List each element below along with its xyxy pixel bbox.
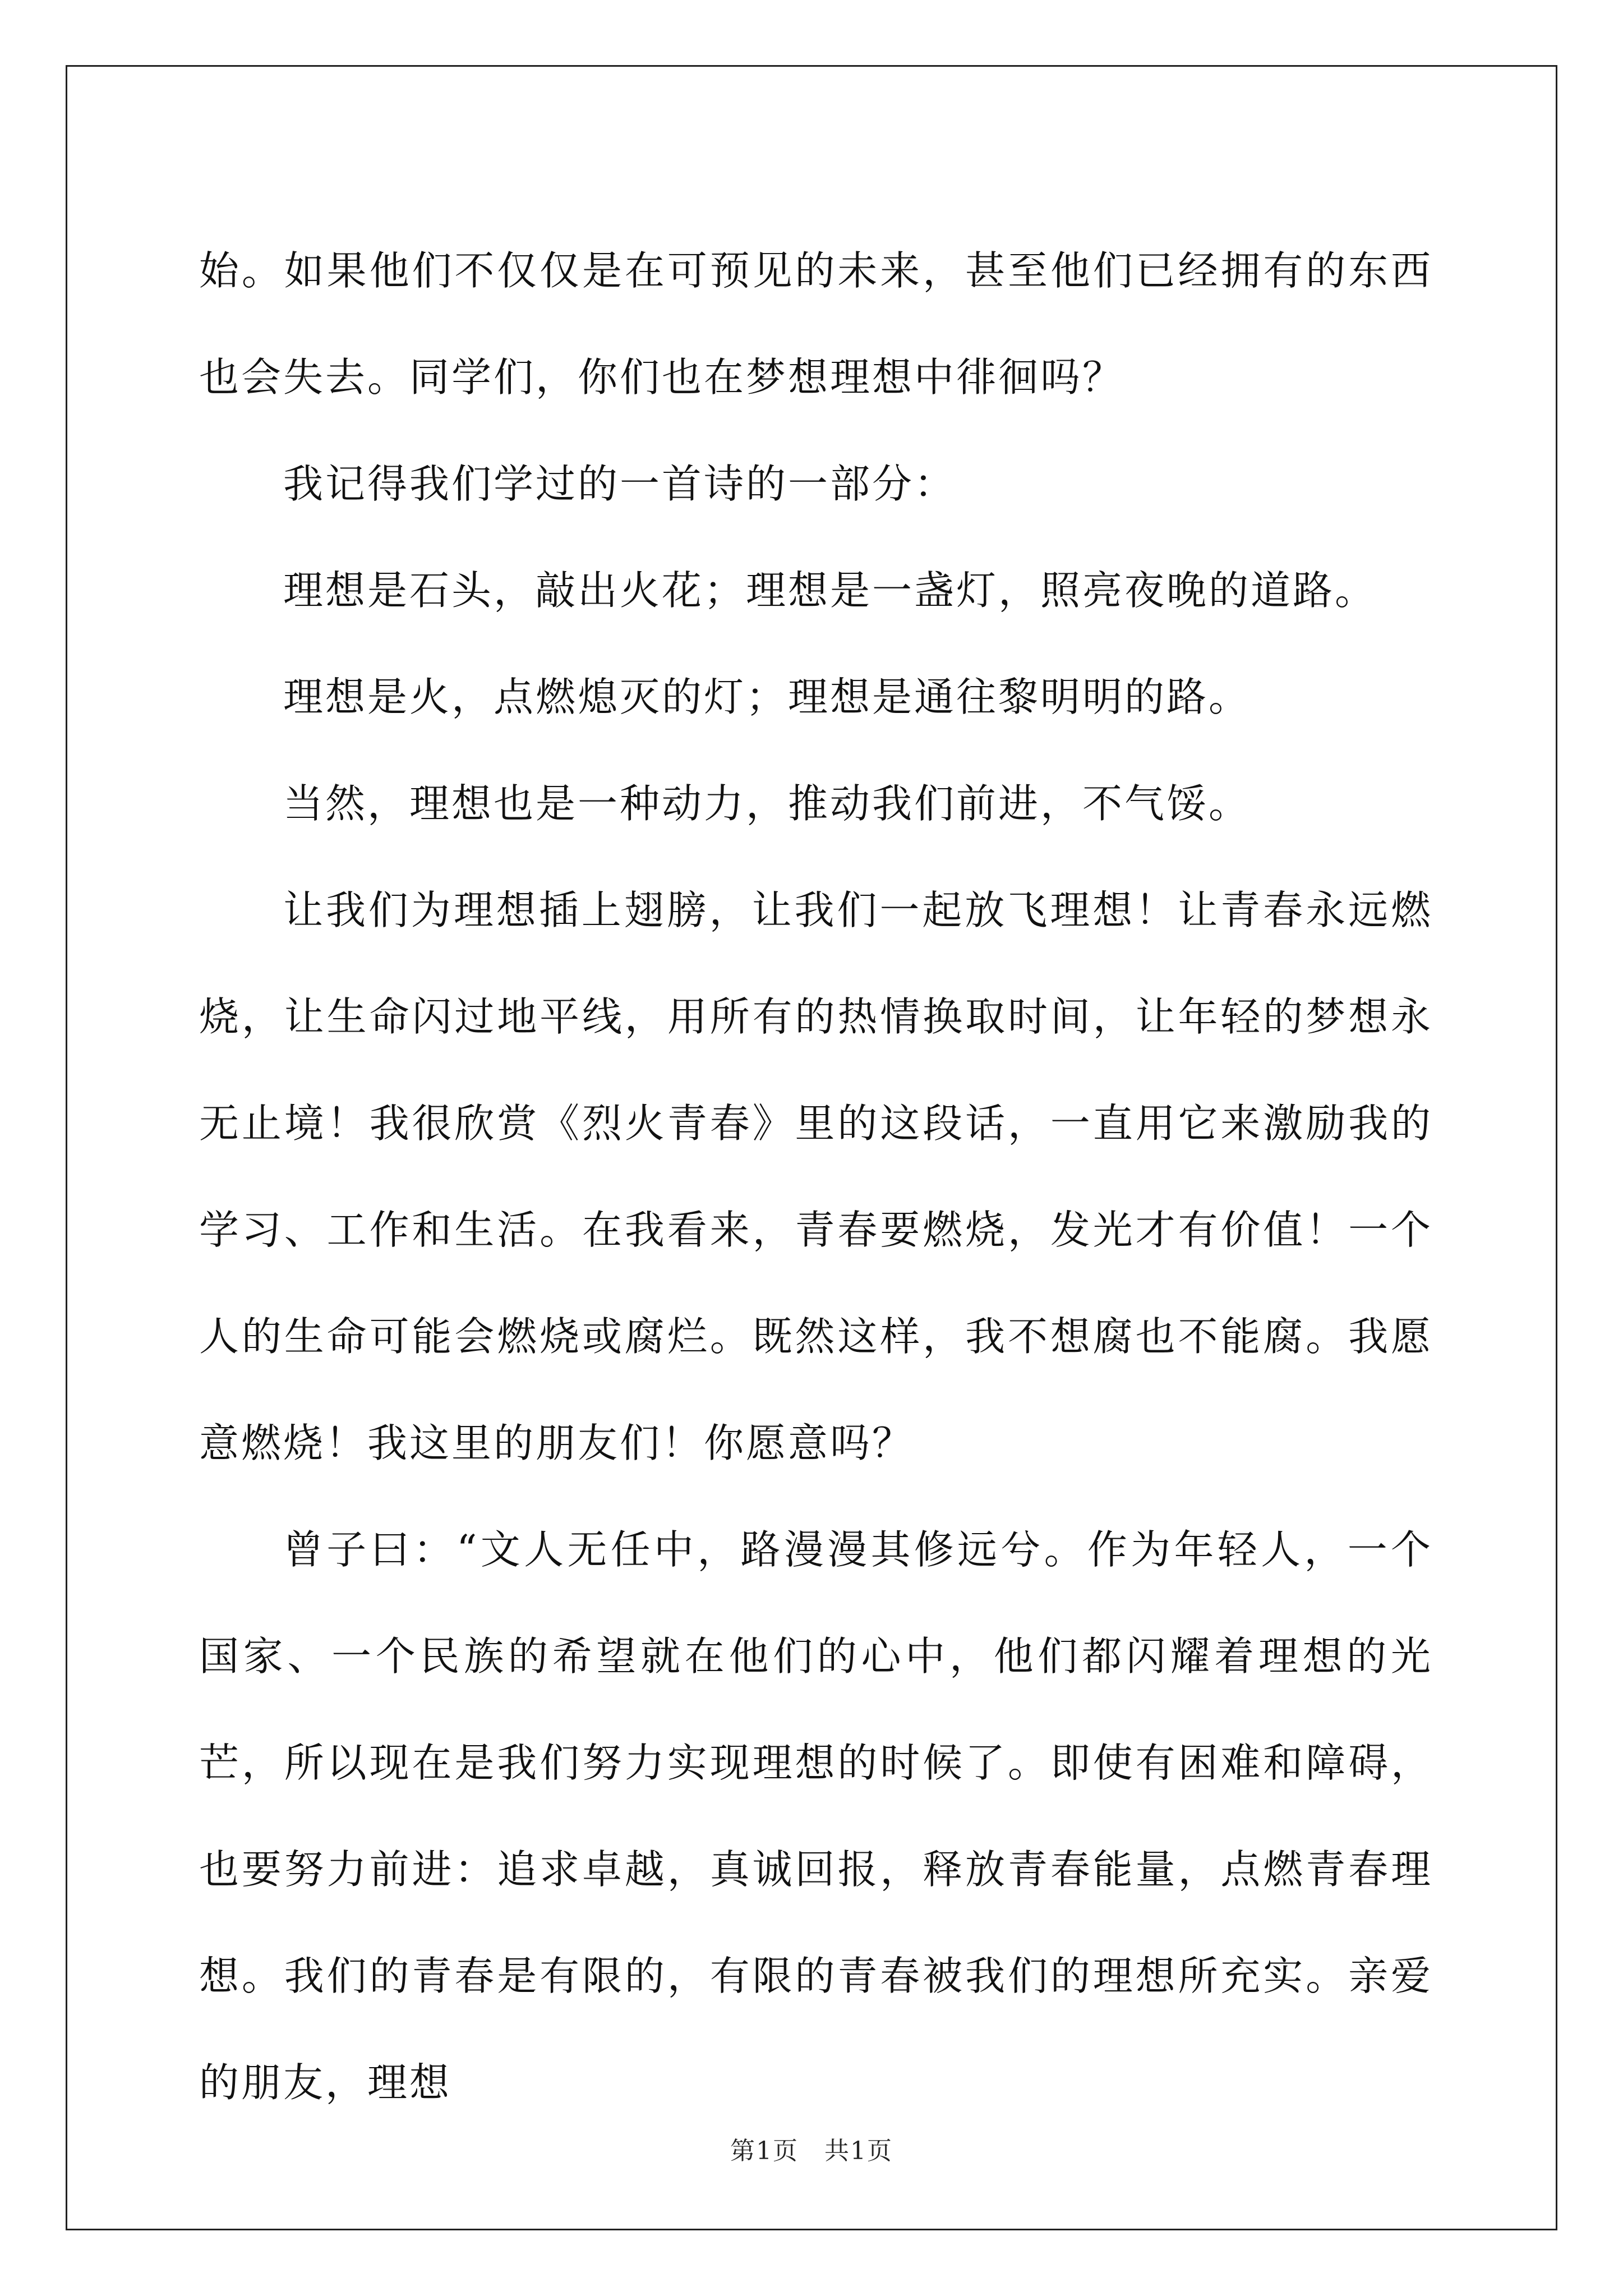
paragraph-7: 曾子曰：“文人无任中，路漫漫其修远兮。作为年轻人，一个国家、一个民族的希望就在他们的心中，他们都闪耀着理想的光芒，所以现在是我们努力实现理想的时候了。即使有困难和障碍，也要努力前进：追求卓越，真诚回报，释放青春能量，点燃青春理想。我们的青春是有限的，有限的青春被我们的理想所充实。亲爱的朋友，理想 bbox=[199, 1526, 1433, 2106]
paragraph-2: 我记得我们学过的一首诗的一部分： bbox=[283, 461, 957, 507]
paragraph-4: 理想是火，点燃熄灭的灯；理想是通往黎明明的路。 bbox=[283, 674, 1251, 720]
page-number-footer: 第1页 共1页 bbox=[730, 2137, 893, 2165]
paragraph-3: 理想是石头，敲出火花；理想是一盏灯，照亮夜晚的道路。 bbox=[283, 567, 1377, 614]
document-body bbox=[199, 218, 1433, 2136]
paragraph-1: 始。如果他们不仅仅是在可预见的未来，甚至他们已经拥有的东西也会失去。同学们，你们也在梦想理想中徘徊吗？ bbox=[199, 247, 1433, 401]
paragraph-6: 让我们为理想插上翅膀，让我们一起放飞理想！让青春永远燃烧，让生命闪过地平线，用所有的热情换取时间，让年轻的梦想永无止境！我很欣赏《烈火青春》里的这段话，一直用它来激励我的学习、工作和生活。在我看来，青春要燃烧，发光才有价值！一个人的生命可能会燃烧或腐烂。既然这样，我不想腐也不能腐。我愿意燃烧！我这里的朋友们！你愿意吗？ bbox=[199, 887, 1433, 1466]
paragraph-5: 当然，理想也是一种动力，推动我们前进，不气馁。 bbox=[283, 780, 1251, 827]
